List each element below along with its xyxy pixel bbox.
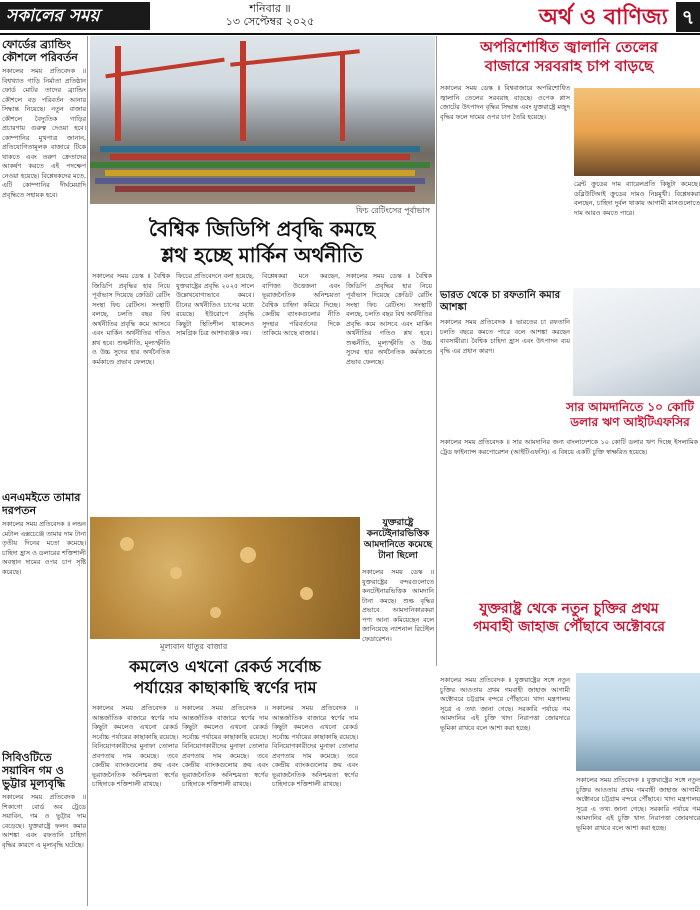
column-divider [87, 36, 88, 906]
ford-body: সকালের সময় প্রতিবেদক ॥ বিশ্বখ্যাত গাড়ি নির্মাতা প্রতিষ্ঠান ফোর্ড মোটর তাদের ব্র্যান্ডিং কৌশলে বড় পরিবর্তন আনার সিদ্ধান্ত নিয়েছে। নতুন বাজার কৌশলে বৈদ্যুতিক গাড়ির প্রচারণায় গুরুত্ব দেওয়া হবে। কোম্পানির মুখপাত্র জানান, প্রতিযোগিতামূলক বাজারে টিকে থাকতে এবং তরুণ ক্রেতাদের আকর্ষণ করতে এই পদক্ষেপ নেওয়া হয়েছে। বিশ্লেষকদের মতে, এটি কোম্পানির দীর্ঘমেয়াদি প্রবৃদ্ধিতে সহায়ক হবে। [2, 67, 86, 199]
paper-name: সকালের সময় [0, 2, 150, 30]
fuel-body-col2: ব্রেন্ট ক্রুডের দাম ব্যারেলপ্রতি কিছুটা কমেছে। ডব্লিউটিআই ক্রুডের দামও নিম্নমুখী। বিশ্লেষকরা বলছেন, চাহিদা দুর্বল থাকায় আগামী মাসগুলোতে দাম আরও কমতে পারে। [574, 180, 700, 217]
wheat-headline: যুক্তরাষ্ট্র থেকে নতুন চুক্তির প্রথম গমবাহী জাহাজ পৌঁছাবে অক্টোবরে [473, 601, 665, 635]
lead-body-col1: সকালের সময় ডেস্ক ॥ বৈশ্বিক জিডিপি প্রবৃদ্ধির হার নিয়ে পূর্বাভাস দিয়েছে ক্রেডিট রেটিং সংস্থা ফিচ রেটিংস। সংস্থাটি বলছে, চলতি বছর বিশ্ব অর্থনীতির প্রবৃদ্ধি কমে আসবে এবং মার্কিন অর্থনীতির গতিও শ্লথ হবে। শুল্কনীতি, মূল্যস্ফীতি ও উচ্চ সুদের হার অর্থনৈতিক কর্মকাণ্ডে প্রভাব ফেলছে। [92, 272, 170, 366]
port-photo [90, 36, 435, 204]
lead-body-col2: ফিচের প্রতিবেদনে বলা হয়েছে, যুক্তরাষ্ট্রের প্রবৃদ্ধি ২০২৫ সালে উল্লেখযোগ্যভাবে কমবে। চীনের অর্থনীতিও চাপের মধ্যে রয়েছে। ইউরোপে প্রবৃদ্ধি কিছুটা স্থিতিশীল থাকলেও সামগ্রিক চিত্র আশাব্যঞ্জক নয়। [176, 272, 254, 337]
fuel-headline: অপরিশোধিত জ্বালানি তেলের বাজারে সরবরাহ চাপ বাড়ছে [480, 38, 658, 75]
lead-body-col3: বিশ্লেষকরা মনে করছেন, বাণিজ্য উত্তেজনা এবং ভূরাজনৈতিক অনিশ্চয়তা বৈশ্বিক চাহিদা কমিয়ে দিচ্ছে। কেন্দ্রীয় ব্যাংকগুলোর নীতি সুদহার পরিবর্তনের দিকে তাকিয়ে আছে বাজার। [262, 272, 340, 337]
tea-body: সকালের সময় প্রতিবেদক ॥ ভারতের চা রফতানি চলতি বছরে কমতে পারে বলে আশঙ্কা করছেন ব্যবসায়ীরা। বৈশ্বিক চাহিদা হ্রাস এবং উৎপাদন ব্যয় বৃদ্ধি এর প্রধান কারণ। [440, 318, 570, 355]
gold-photo [90, 517, 360, 639]
us-headline: যুক্তরাষ্ট্রে কনটেইনারভিত্তিক আমদানিতে কমেছে টানা ছিলো [363, 518, 433, 561]
ship-photo [576, 673, 700, 771]
gold-headline: কমলেও এখনো রেকর্ড সর্বোচ্চ পর্যায়ের কাছাকাছি স্বর্ণের দাম [129, 657, 321, 697]
copper-body: সকালের সময় প্রতিবেদক ॥ লন্ডন মেটাল এক্সচেঞ্জে তামার দাম টানা তৃতীয় দিনের মতো কমেছে। চাহিদা হ্রাস ও ডলারের শক্তিশালী অবস্থান দামের ওপর চাপ সৃষ্টি করেছে। [2, 520, 86, 576]
section-title: অর্থ ও বাণিজ্য [538, 4, 668, 30]
column-divider-2 [436, 36, 437, 666]
ford-headline: ফোর্ডের ব্র্যান্ডিং কৌশলে পরিবর্তন [2, 38, 78, 64]
cbot-body: সকালের সময় প্রতিবেদক ॥ শিকাগো বোর্ড অব ট্রেডে সয়াবিন, গম ও ভুট্টার দাম বেড়েছে। যুক্তরাষ্ট্রে ফলন কমার আশঙ্কা এবং রফতানি চাহিদা বৃদ্ধির কারণে এ মূল্যবৃদ্ধি ঘটেছে। [2, 793, 86, 849]
fertilizer-photo [573, 288, 700, 396]
lead-photo-caption: ফিচ রেটিংসের পূর্বাভাস [356, 206, 430, 215]
page-number: ৭ [676, 2, 700, 32]
issue-date: শনিবার ॥ ১৩ সেপ্টেম্বর ২০২৫ [225, 2, 315, 28]
oil-pump-photo [574, 88, 700, 176]
itfc-headline: সার আমদানিতে ১০ কোটি ডলার ঋণ আইটিএফসির [566, 400, 694, 429]
gold-body-col1: সকালের সময় প্রতিবেদক ॥ আন্তর্জাতিক বাজারে স্বর্ণের দাম কিছুটা কমলেও এখনো রেকর্ড সর্বোচ্চ পর্যায়ের কাছাকাছি রয়েছে। বিনিয়োগকারীদের মুনাফা তোলার প্রবণতায় দাম কমেছে। তবে কেন্দ্রীয় ব্যাংকগুলোর ক্রয় এবং ভূরাজনৈতিক অনিশ্চয়তা স্বর্ণের চাহিদাকে শক্তিশালী রাখছে। [92, 704, 178, 788]
copper-headline: এনএমইতে তামার দরপতন [2, 491, 81, 517]
itfc-body: সকালের সময় প্রতিবেদক ॥ সার আমদানির জন্য বাংলাদেশকে ১০ কোটি ডলার ঋণ দিচ্ছে ইসলামিক ট্রেড ফাইন্যান্স করপোরেশন (আইটিএফসি)। এ বিষয়ে একটি চুক্তি স্বাক্ষরিত হয়েছে। [440, 438, 698, 456]
gold-body-col2: সকালের সময় প্রতিবেদক ॥ আন্তর্জাতিক বাজারে স্বর্ণের দাম কিছুটা কমলেও এখনো রেকর্ড সর্বোচ্চ পর্যায়ের কাছাকাছি রয়েছে। বিনিয়োগকারীদের মুনাফা তোলার প্রবণতায় দাম কমেছে। তবে কেন্দ্রীয় ব্যাংকগুলোর ক্রয় এবং ভূরাজনৈতিক অনিশ্চয়তা স্বর্ণের চাহিদাকে শক্তিশালী রাখছে। [182, 704, 268, 788]
wheat-body-col1: সকালের সময় প্রতিবেদক ॥ যুক্তরাষ্ট্রের সঙ্গে নতুন চুক্তির আওতায় প্রথম গমবাহী জাহাজ আগামী অক্টোবরে চট্টগ্রাম বন্দরে পৌঁছাবে। খাদ্য মন্ত্রণালয় সূত্রে এ তথ্য জানা গেছে। সরকারি পর্যায়ে গম আমদানির এই চুক্তি খাদ্য নিরাপত্তা জোরদারে ভূমিকা রাখবে বলে আশা করা হচ্ছে। [440, 676, 570, 732]
gold-photo-caption: মূল্যবান ধাতুর বাজার [160, 642, 228, 651]
masthead-rule [0, 33, 700, 35]
fuel-body-col1: সকালের সময় ডেস্ক ॥ বিশ্ববাজারে অপরিশোধিত জ্বালানি তেলের সরবরাহ বাড়ছে। ওপেক প্লাস জোটের উৎপাদন বৃদ্ধির সিদ্ধান্ত এবং যুক্তরাষ্ট্রে মজুদ বৃদ্ধির ফলে দামের ওপর চাপ তৈরি হয়েছে। [440, 84, 570, 121]
left-column [2, 38, 86, 906]
lead-body-col4: সকালের সময় ডেস্ক ॥ বৈশ্বিক জিডিপি প্রবৃদ্ধির হার নিয়ে পূর্বাভাস দিয়েছে ক্রেডিট রেটিং সংস্থা ফিচ রেটিংস। সংস্থাটি বলছে, চলতি বছর বিশ্ব অর্থনীতির প্রবৃদ্ধি কমে আসবে এবং মার্কিন অর্থনীতির গতিও শ্লথ হবে। শুল্কনীতি, মূল্যস্ফীতি ও উচ্চ সুদের হার অর্থনৈতিক কর্মকাণ্ডে প্রভাব ফেলছে। [346, 272, 432, 366]
gold-body-col3: সকালের সময় প্রতিবেদক ॥ আন্তর্জাতিক বাজারে স্বর্ণের দাম কিছুটা কমলেও এখনো রেকর্ড সর্বোচ্চ পর্যায়ের কাছাকাছি রয়েছে। বিনিয়োগকারীদের মুনাফা তোলার প্রবণতায় দাম কমেছে। তবে কেন্দ্রীয় ব্যাংকগুলোর ক্রয় এবং ভূরাজনৈতিক অনিশ্চয়তা স্বর্ণের চাহিদাকে শক্তিশালী রাখছে। [272, 704, 358, 788]
lead-headline: বৈশ্বিক জিডিপি প্রবৃদ্ধি কমছে শ্লথ হচ্ছে মার্কিন অর্থনীতি [148, 217, 376, 267]
us-body: সকালের সময় ডেস্ক ॥ যুক্তরাষ্ট্রের বন্দরগুলোতে কনটেইনারভিত্তিক আমদানি টানা কমছে। শুল্ক বৃদ্ধির প্রভাবে আমদানিকারকরা পণ্য আনা কমিয়েছেন বলে জানিয়েছে ন্যাশনাল রিটেইল ফেডারেশন। [362, 568, 434, 643]
wheat-body-col2: সকালের সময় প্রতিবেদক ॥ যুক্তরাষ্ট্রের সঙ্গে নতুন চুক্তির আওতায় প্রথম গমবাহী জাহাজ আগামী অক্টোবরে চট্টগ্রাম বন্দরে পৌঁছাবে। খাদ্য মন্ত্রণালয় সূত্রে এ তথ্য জানা গেছে। সরকারি পর্যায়ে গম আমদানির এই চুক্তি খাদ্য নিরাপত্তা জোরদারে ভূমিকা রাখবে বলে আশা করা হচ্ছে। [576, 776, 700, 832]
tea-kicker: ভারত থেকে চা রফতানি কমার আশঙ্কা [440, 290, 561, 313]
cbot-headline: সিবিওটিতে সয়াবিন গম ও ভুট্টার মূল্যবৃদ্ধি [2, 751, 66, 790]
